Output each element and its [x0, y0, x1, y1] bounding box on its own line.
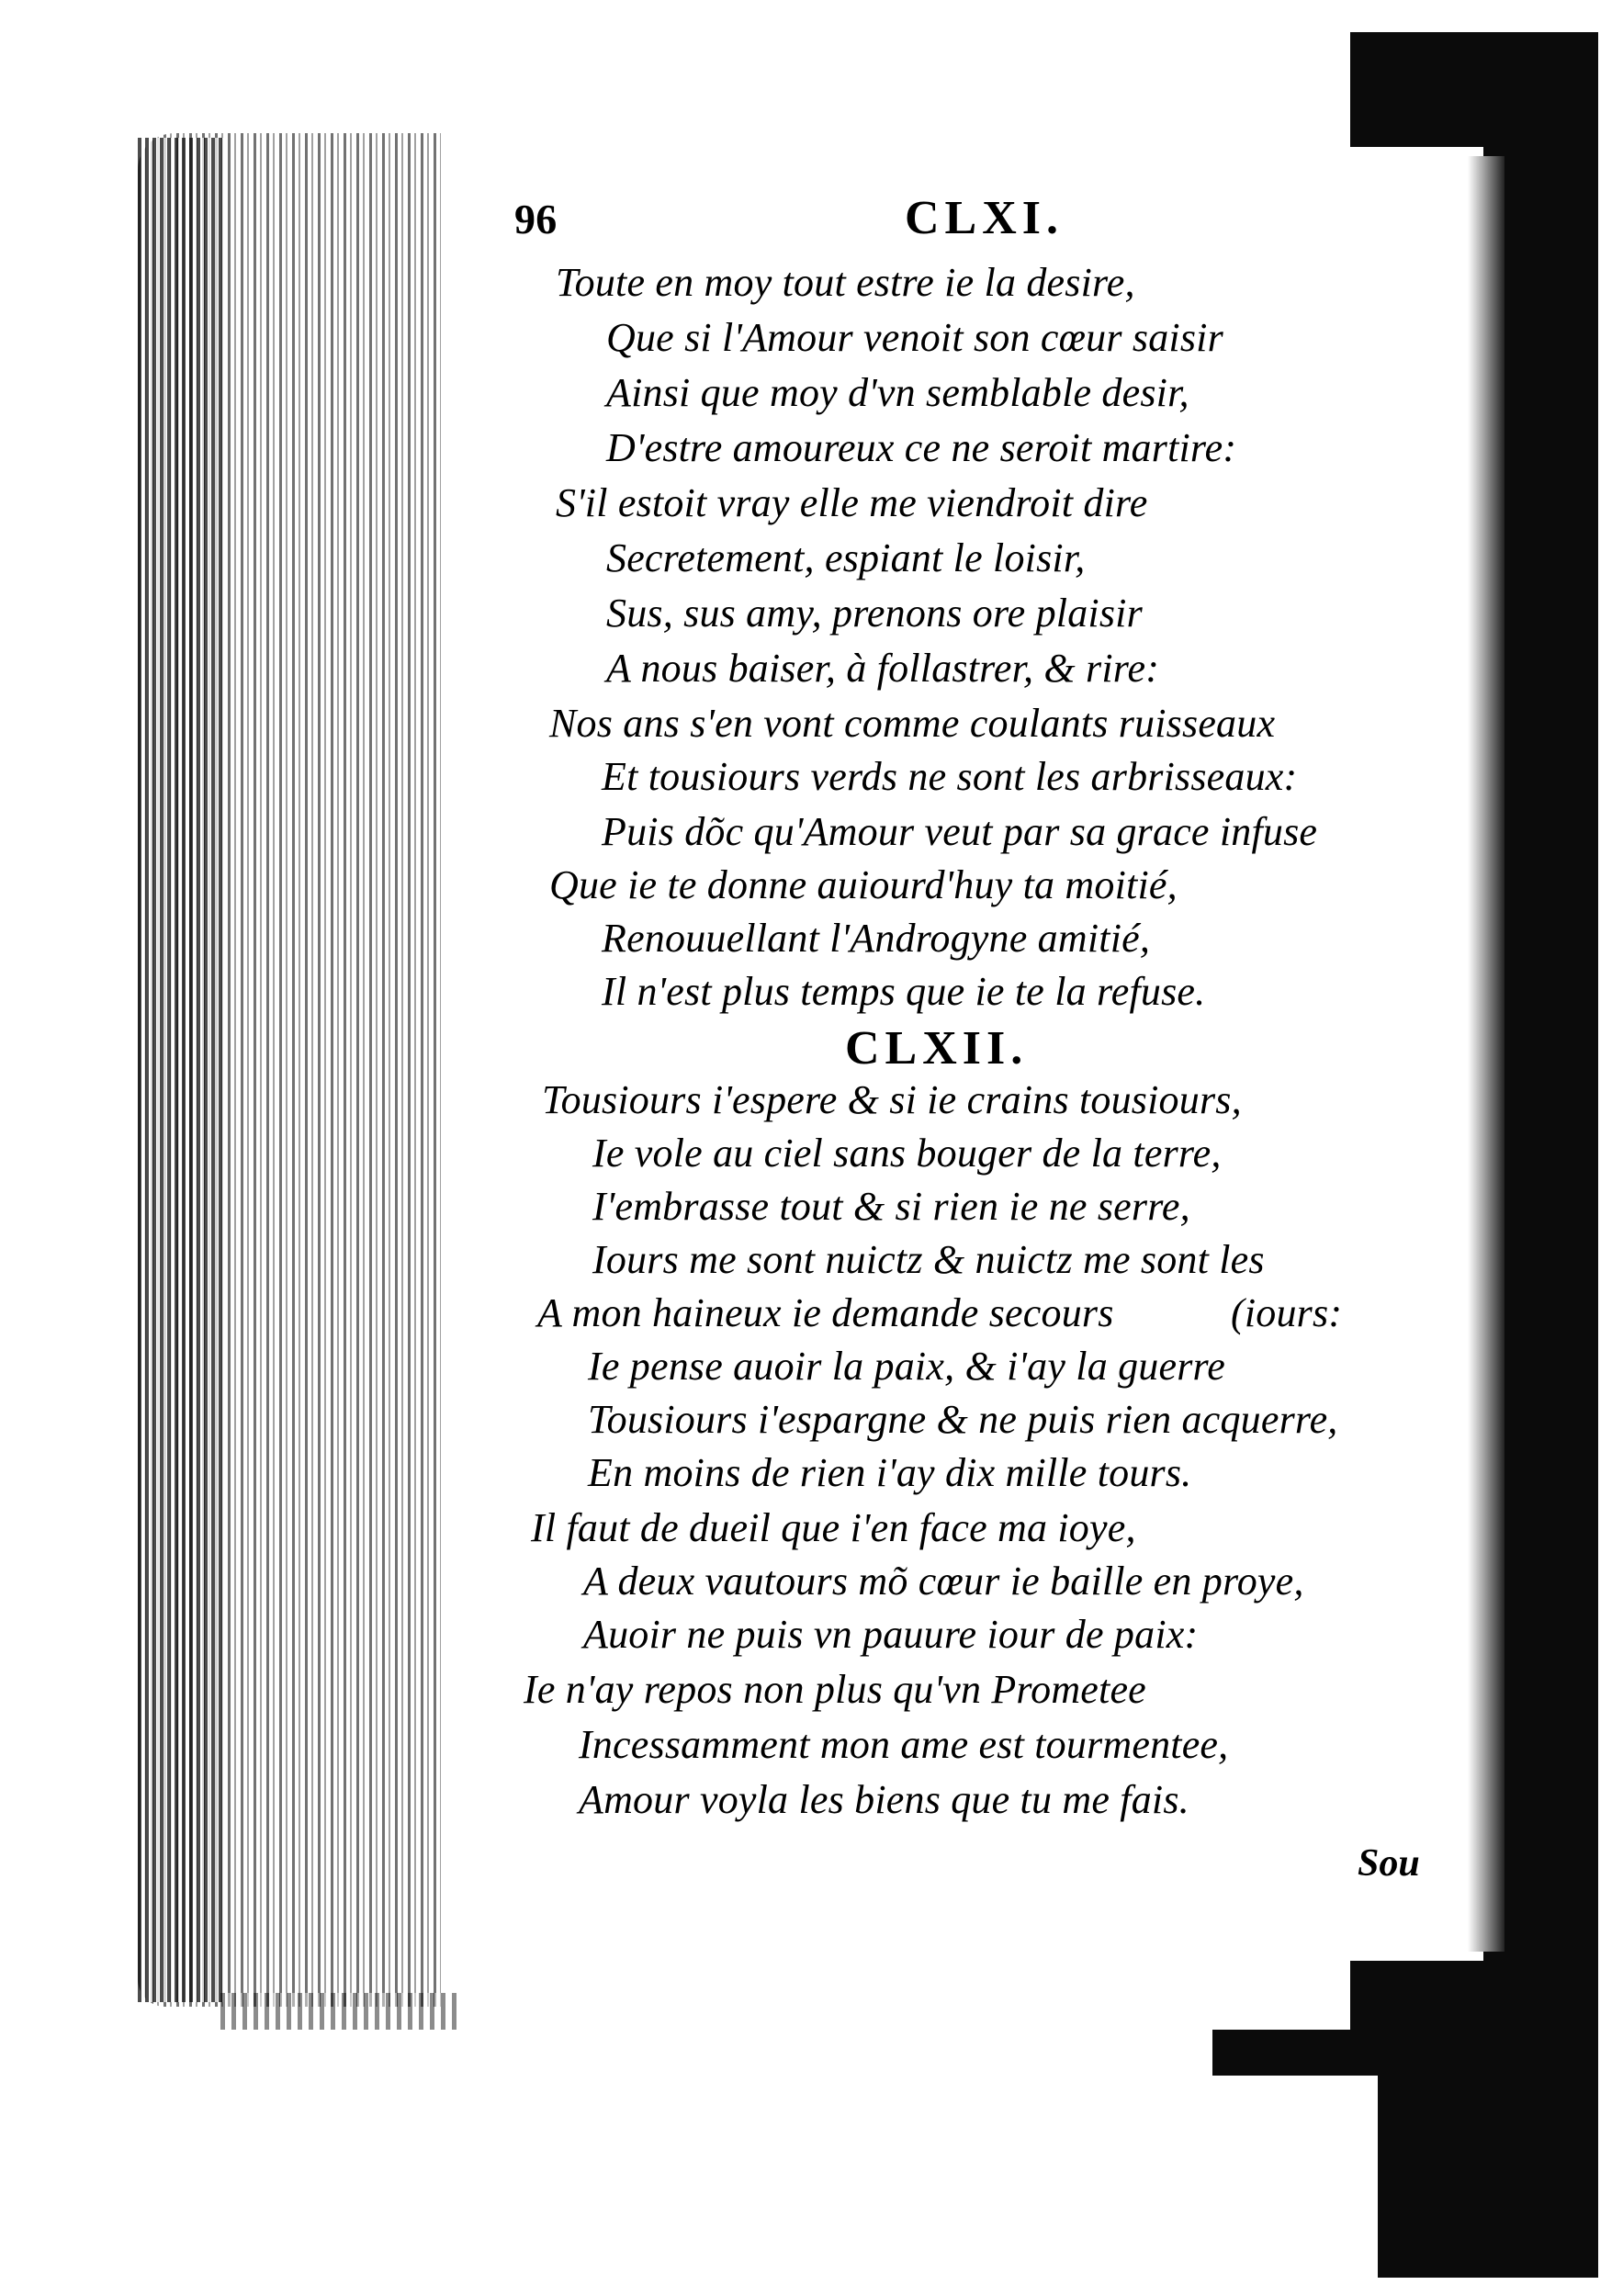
verse-line: Auoir ne puis vn pauure iour de paix: — [583, 1612, 1199, 1657]
verse-line: Nos ans s'en vont comme coulants ruisseaux — [549, 701, 1276, 746]
verse-line: Ie n'ay repos non plus qu'vn Prometee — [524, 1667, 1146, 1712]
verse-line: Renouuellant l'Androgyne amitié, — [602, 916, 1151, 961]
verse-line: A nous baiser, à follastrer, & rire: — [606, 646, 1160, 691]
verse-line: Il n'est plus temps que ie te la refuse. — [602, 969, 1206, 1014]
verse-line: Sus, sus amy, prenons ore plaisir — [606, 591, 1143, 636]
verse-line: Il faut de dueil que i'en face ma ioye, — [531, 1505, 1136, 1550]
verse-line: Secretement, espiant le loisir, — [606, 535, 1086, 580]
verse-line: Ainsi que moy d'vn semblable desir, — [606, 370, 1189, 415]
verse-line: Incessamment mon ame est tourmentee, — [579, 1722, 1229, 1767]
verse-line: Que ie te donne auiourd'huy ta moitié, — [549, 862, 1178, 907]
verse-line: A deux vautours mõ cœur ie baille en proye, — [583, 1559, 1304, 1604]
verse-line: Tousiours i'espere & si ie crains tousiours, — [542, 1077, 1242, 1122]
verse-line: Ie pense auoir la paix, & i'ay la guerre — [588, 1344, 1225, 1389]
verse-line: Ie vole au ciel sans bouger de la terre, — [592, 1131, 1222, 1176]
verse-line: D'estre amoureux ce ne seroit martire: — [606, 425, 1237, 470]
sonnet-heading-161: CLXI. — [905, 192, 1065, 244]
verse-line: A mon haineux ie demande secours — [537, 1290, 1114, 1335]
sonnet-heading-162: CLXII. — [845, 1022, 1029, 1075]
verse-line: S'il estoit vray elle me viendroit dire — [556, 480, 1148, 525]
verse-line: I'embrasse tout & si rien ie ne serre, — [592, 1184, 1190, 1229]
page-number: 96 — [514, 196, 558, 242]
verse-line: Amour voyla les biens que tu me fais. — [579, 1777, 1189, 1822]
verse-line: En moins de rien i'ay dix mille tours. — [588, 1450, 1192, 1495]
verse-line-turnover: (iours: — [1231, 1290, 1343, 1335]
verse-line: Puis dõc qu'Amour veut par sa grace infuse — [602, 809, 1318, 854]
verse-line: Toute en moy tout estre ie la desire, — [556, 260, 1135, 305]
verse-line: Iours me sont nuictz & nuictz me sont les — [592, 1237, 1265, 1282]
verse-line: Que si l'Amour venoit son cœur saisir — [606, 315, 1223, 360]
verse-line: Tousiours i'espargne & ne puis rien acquerre, — [588, 1397, 1338, 1442]
verse-line: Et tousiours verds ne sont les arbrisseaux: — [602, 754, 1298, 799]
catchword: Sou — [1358, 1842, 1420, 1885]
